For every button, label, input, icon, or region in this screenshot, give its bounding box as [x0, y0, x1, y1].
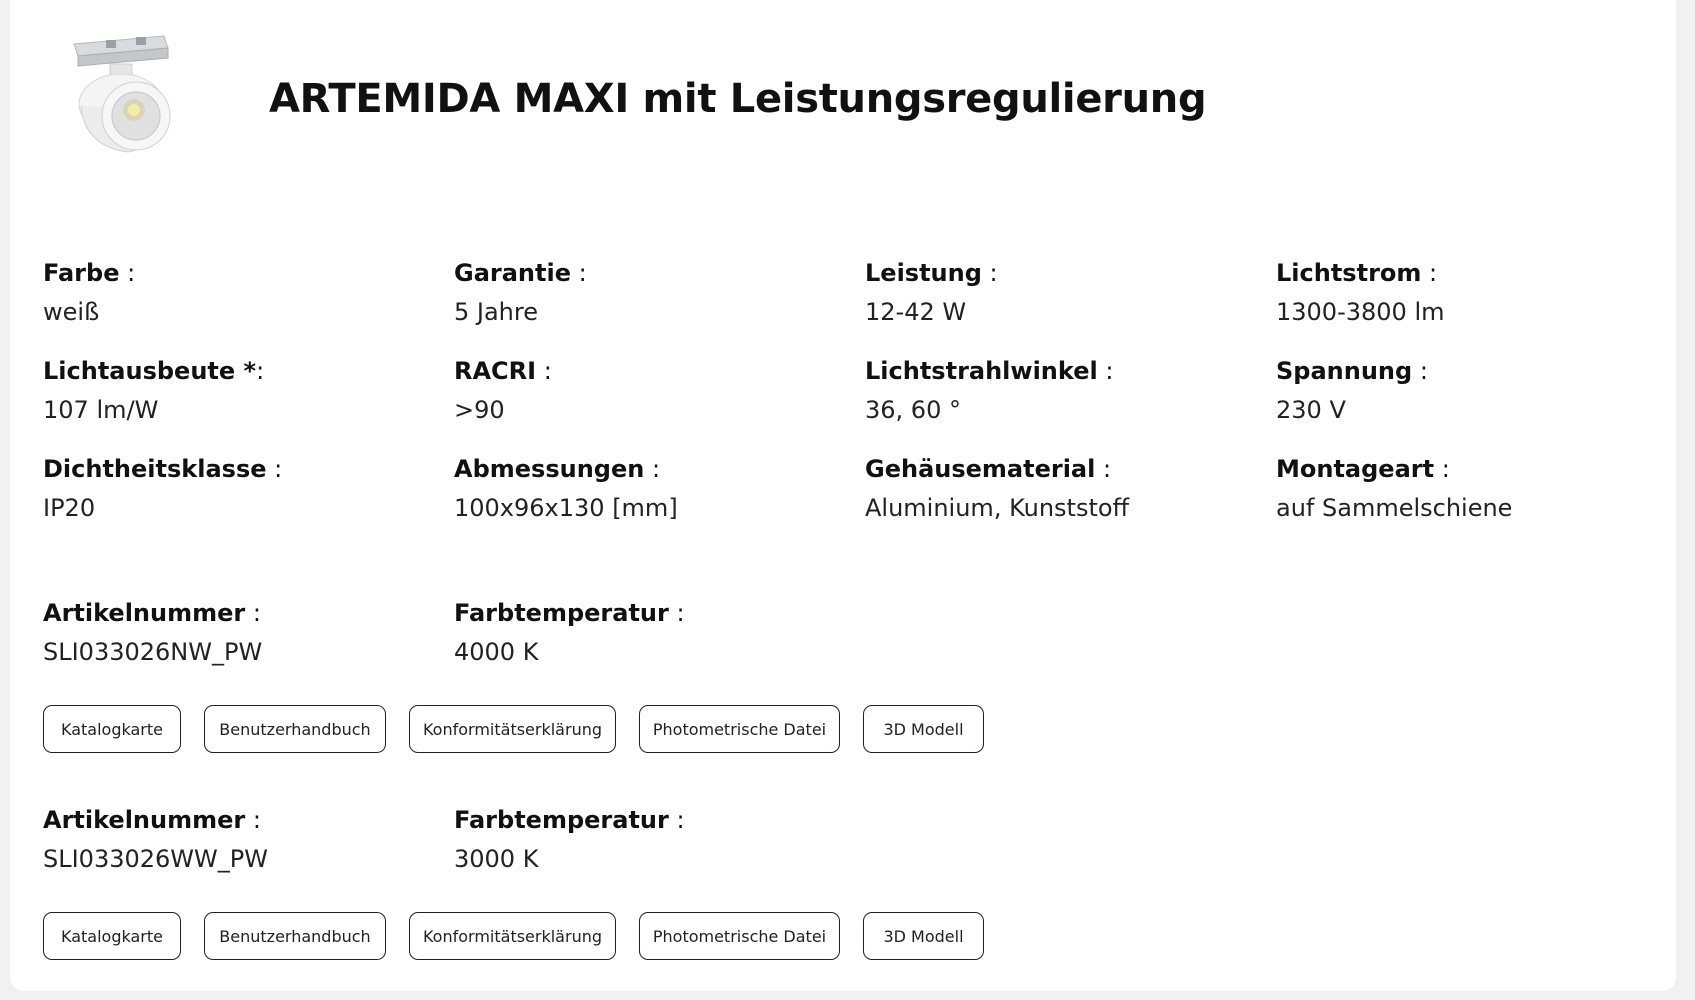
spec-item-2-value: 12-42 W: [865, 298, 967, 326]
spec-item-6-value: 36, 60 °: [865, 396, 961, 424]
spec-item-5-label-colon: :: [536, 357, 552, 385]
spec-item-8: [43, 454, 454, 552]
spec-item-3-value: 1300-3800 lm: [1276, 298, 1445, 326]
catalog-card-button[interactable]: Katalogkarte: [43, 705, 181, 753]
spec-item-7-label: [1276, 356, 1687, 386]
spec-item-5-label: [454, 356, 865, 386]
spec-item-8-label-colon: :: [266, 455, 283, 483]
spec-item-0-label-colon: :: [119, 259, 136, 287]
spec-item-0-label-text: Farbe: [43, 259, 120, 287]
spec-item-8-label-text: Dichtheitsklasse: [43, 455, 267, 483]
spec-item-4-label: [43, 356, 454, 386]
spec-item-5-label-text: RACRI: [454, 357, 537, 385]
spec-item-7-label-colon: :: [1412, 357, 1428, 385]
spec-item-9-label-text: Abmessungen: [454, 455, 645, 483]
spec-item-4: [43, 356, 454, 454]
conformity-declaration-button[interactable]: Konformitätserklärung: [409, 705, 616, 753]
spec-item-5-value: >90: [454, 396, 505, 424]
user-manual-button[interactable]: Benutzerhandbuch: [204, 912, 386, 960]
color-temperature-label: [454, 598, 865, 628]
spec-item-10-label-text: Gehäusematerial: [865, 455, 1096, 483]
spec-item-1-label-text: Garantie: [454, 259, 571, 287]
article-number-value: SLI033026NW_PW: [43, 638, 263, 666]
photometric-file-button[interactable]: Photometrische Datei: [639, 912, 840, 960]
spec-item-2-label: [865, 258, 1276, 288]
article-number-label-colon: :: [245, 599, 261, 627]
spec-item-9-label: [454, 454, 865, 484]
color-temperature: [454, 598, 865, 667]
spec-item-4-label-text: Lichtausbeute *: [43, 357, 257, 385]
article-number-label: [43, 598, 454, 628]
color-temperature-label-colon: :: [668, 599, 685, 627]
document-buttons: [43, 705, 1683, 753]
spec-item-9-label-colon: :: [644, 455, 661, 483]
spec-item-11-label-text: Montageart: [1276, 455, 1435, 483]
spec-item-10: [865, 454, 1276, 552]
spec-item-11-label-colon: :: [1434, 455, 1450, 483]
spec-item-0-value: weiß: [43, 298, 100, 326]
spec-item-6-label-text: Lichtstrahlwinkel: [865, 357, 1098, 385]
variant-ww: [43, 805, 1683, 960]
article-number-value: SLI033026WW_PW: [43, 845, 268, 873]
spec-item-5: [454, 356, 865, 454]
article-number: [43, 805, 454, 874]
spec-item-3-label-colon: :: [1421, 259, 1438, 287]
product-card: [10, 0, 1676, 991]
spec-item-4-label-colon: :: [256, 357, 265, 385]
spec-item-1: [454, 258, 865, 356]
3d-model-button[interactable]: 3D Modell: [863, 912, 984, 960]
spec-grid: [43, 258, 1683, 552]
spec-item-0: [43, 258, 454, 356]
article-number-label-colon: :: [245, 806, 261, 834]
spec-item-7-label-text: Spannung: [1276, 357, 1413, 385]
spec-item-1-label-colon: :: [571, 259, 587, 287]
spec-item-6-label-colon: :: [1097, 357, 1114, 385]
spec-item-11: [1276, 454, 1687, 552]
spec-item-11-value: auf Sammelschiene: [1276, 494, 1513, 522]
product-title: ARTEMIDA MAXI mit Leistungsregulierung: [269, 76, 1207, 122]
spec-item-3-label: [1276, 258, 1687, 288]
spec-item-4-value: 107 lm/W: [43, 396, 159, 424]
article-number-label: [43, 805, 454, 835]
spec-item-6-label: [865, 356, 1276, 386]
spec-item-9: [454, 454, 865, 552]
track-spotlight-icon: [66, 34, 186, 164]
color-temperature-value: 4000 K: [454, 638, 539, 666]
spec-item-8-value: IP20: [43, 494, 96, 522]
variant-info-row: [43, 805, 1683, 874]
article-number-label-text: Artikelnummer: [43, 806, 246, 834]
spec-item-1-label: [454, 258, 865, 288]
color-temperature-value: 3000 K: [454, 845, 539, 873]
spec-item-10-value: Aluminium, Kunststoff: [865, 494, 1130, 522]
spec-item-10-label: [865, 454, 1276, 484]
product-header: [66, 34, 1206, 164]
spec-item-7-value: 230 V: [1276, 396, 1346, 424]
spec-item-3: [1276, 258, 1687, 356]
variant-info-row: [43, 598, 1683, 667]
3d-model-button[interactable]: 3D Modell: [863, 705, 984, 753]
spec-item-2-label-text: Leistung: [865, 259, 982, 287]
spec-item-7: [1276, 356, 1687, 454]
spec-item-6: [865, 356, 1276, 454]
spec-item-1-value: 5 Jahre: [454, 298, 538, 326]
color-temperature: [454, 805, 865, 874]
color-temperature-label-text: Farbtemperatur: [454, 599, 669, 627]
spec-item-0-label: [43, 258, 454, 288]
color-temperature-label-text: Farbtemperatur: [454, 806, 669, 834]
photometric-file-button[interactable]: Photometrische Datei: [639, 705, 840, 753]
catalog-card-button[interactable]: Katalogkarte: [43, 912, 181, 960]
spec-item-9-value: 100x96x130 [mm]: [454, 494, 678, 522]
spec-item-10-label-colon: :: [1095, 455, 1112, 483]
variant-nw: [43, 598, 1683, 753]
color-temperature-label-colon: :: [668, 806, 685, 834]
spec-item-11-label: [1276, 454, 1687, 484]
spec-item-2: [865, 258, 1276, 356]
article-number: [43, 598, 454, 667]
article-number-label-text: Artikelnummer: [43, 599, 246, 627]
spec-item-3-label-text: Lichtstrom: [1276, 259, 1422, 287]
spec-item-2-label-colon: :: [981, 259, 998, 287]
color-temperature-label: [454, 805, 865, 835]
conformity-declaration-button[interactable]: Konformitätserklärung: [409, 912, 616, 960]
spec-item-8-label: [43, 454, 454, 484]
document-buttons: [43, 912, 1683, 960]
user-manual-button[interactable]: Benutzerhandbuch: [204, 705, 386, 753]
